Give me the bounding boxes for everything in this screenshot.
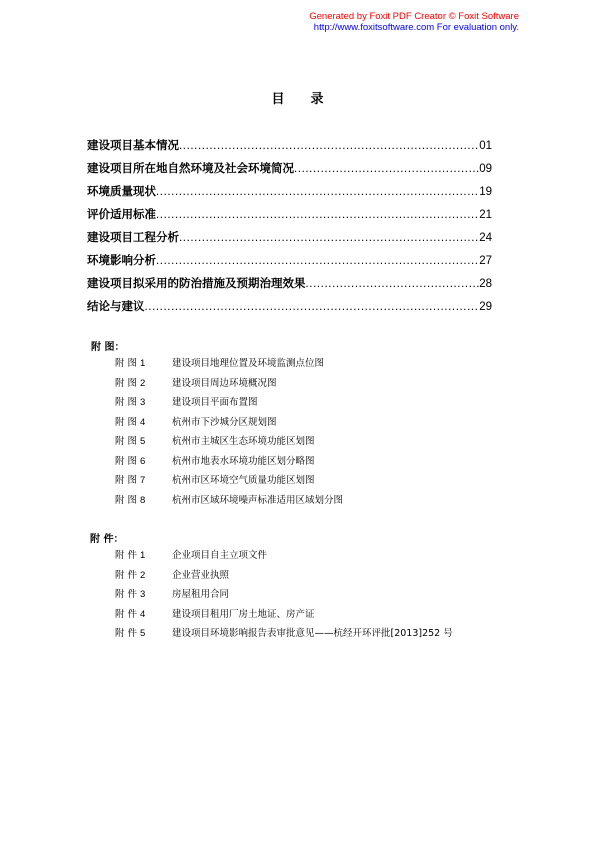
evaluation-watermark — [309, 11, 519, 33]
toc-leader-dots — [306, 273, 480, 296]
toc-leader-dots — [179, 227, 479, 250]
page-title — [0, 88, 595, 107]
figure-title: 杭州市下沙城分区规划图 — [172, 416, 277, 428]
toc-leader-dots — [156, 204, 479, 227]
attachments-heading: 附 件： — [90, 534, 124, 545]
figure-item — [115, 413, 343, 433]
figure-label: 附 图 — [115, 397, 141, 408]
attachment-number: 5 — [140, 628, 146, 639]
toc-entry[interactable] — [87, 226, 492, 249]
attachments-list — [115, 546, 453, 644]
toc-entry[interactable] — [87, 295, 492, 318]
toc-entry-page: 24 — [479, 232, 492, 244]
toc-entry-page: 27 — [479, 255, 492, 267]
attachment-title: 建设项目租用厂房土地证、房产证 — [172, 608, 315, 620]
figure-number: 1 — [140, 358, 146, 369]
toc-entry[interactable] — [87, 249, 492, 272]
toc-entry[interactable] — [87, 134, 492, 157]
toc-entry-page: 28 — [479, 278, 492, 290]
figure-item — [115, 452, 343, 472]
figure-item — [115, 491, 343, 511]
table-of-contents — [87, 134, 492, 318]
watermark-line-2: http://www.foxitsoftware.com For evaluation only. — [313, 22, 519, 33]
attachment-item — [115, 605, 453, 625]
figures-list — [115, 354, 343, 510]
figure-label: 附 图 — [115, 358, 141, 369]
attachment-label: 附 件 — [115, 608, 141, 620]
watermark-line-1: Generated by Foxit PDF Creator © Foxit Software — [309, 11, 519, 22]
attachment-label: 附 件 — [115, 628, 141, 639]
figure-number: 6 — [140, 455, 146, 467]
figure-title: 杭州市区环境空气质量功能区划图 — [172, 475, 315, 486]
figure-number: 4 — [140, 416, 146, 428]
attachment-label: 附 件 — [115, 550, 141, 561]
toc-entry-title: 建设项目基本情况 — [87, 138, 179, 152]
attachment-number: 2 — [140, 569, 146, 581]
toc-entry-page: 29 — [479, 301, 492, 313]
figure-item — [115, 393, 343, 413]
figure-item — [115, 354, 343, 374]
attachment-label: 附 件 — [115, 569, 141, 581]
figure-label: 附 图 — [115, 475, 141, 486]
figure-label: 附 图 — [115, 377, 141, 389]
figure-item — [115, 432, 343, 452]
toc-leader-dots — [156, 250, 479, 273]
title-char-2: 录 — [310, 92, 324, 107]
toc-entry-title: 评价适用标准 — [87, 207, 156, 221]
figures-heading: 附 图： — [91, 342, 125, 353]
attachment-title: 企业项目自主立项文件 — [172, 550, 268, 561]
attachment-item — [115, 585, 453, 605]
figure-title: 建设项目地理位置及环境监测点位图 — [172, 358, 325, 369]
figure-label: 附 图 — [115, 455, 141, 467]
toc-leader-dots — [294, 158, 479, 181]
toc-leader-dots — [179, 135, 479, 158]
figure-number: 2 — [140, 377, 146, 389]
toc-entry-title: 环境影响分析 — [87, 253, 156, 267]
attachment-title: 建设项目环境影响报告表审批意见——杭经开环评批[2013]252 号 — [172, 628, 453, 639]
figure-label: 附 图 — [115, 436, 141, 447]
figure-number: 8 — [140, 494, 146, 506]
attachment-item — [115, 566, 453, 586]
figure-item — [115, 374, 343, 394]
figure-title: 杭州市主城区生态环境功能区划图 — [172, 436, 315, 447]
figure-number: 7 — [140, 475, 146, 486]
toc-leader-dots — [145, 296, 480, 319]
toc-entry-title: 建设项目所在地自然环境及社会环境简况 — [87, 161, 294, 175]
toc-entry-title: 环境质量现状 — [87, 184, 156, 198]
toc-entry[interactable] — [87, 157, 492, 180]
attachment-title: 企业营业执照 — [172, 569, 230, 581]
toc-entry-title: 结论与建议 — [87, 299, 145, 313]
figure-title: 建设项目平面布置图 — [172, 397, 258, 408]
toc-entry-page: 21 — [479, 209, 492, 221]
toc-entry-title: 建设项目工程分析 — [87, 230, 179, 244]
toc-entry-title: 建设项目拟采用的防治措施及预期治理效果 — [87, 276, 306, 290]
title-char-1: 目 — [271, 92, 285, 107]
figure-title: 杭州市区域环境噪声标准适用区域划分图 — [172, 494, 344, 506]
figure-number: 3 — [140, 397, 146, 408]
figure-label: 附 图 — [115, 416, 141, 428]
toc-entry[interactable] — [87, 203, 492, 226]
figure-label: 附 图 — [115, 494, 141, 506]
toc-entry-page: 01 — [479, 140, 492, 152]
attachment-item — [115, 546, 453, 566]
attachment-number: 1 — [140, 550, 146, 561]
attachment-number: 4 — [140, 608, 146, 620]
toc-entry[interactable] — [87, 180, 492, 203]
attachment-number: 3 — [140, 589, 146, 600]
toc-entry-page: 19 — [479, 186, 492, 198]
figure-item — [115, 471, 343, 491]
figure-number: 5 — [140, 436, 146, 447]
toc-leader-dots — [156, 181, 479, 204]
attachment-title: 房屋租用合同 — [172, 589, 230, 600]
figure-title: 建设项目周边环境概况图 — [172, 377, 277, 389]
toc-entry[interactable] — [87, 272, 492, 295]
toc-entry-page: 09 — [479, 163, 492, 175]
attachment-label: 附 件 — [115, 589, 141, 600]
figure-title: 杭州市地表水环境功能区划分略图 — [172, 455, 315, 467]
attachment-item — [115, 624, 453, 644]
